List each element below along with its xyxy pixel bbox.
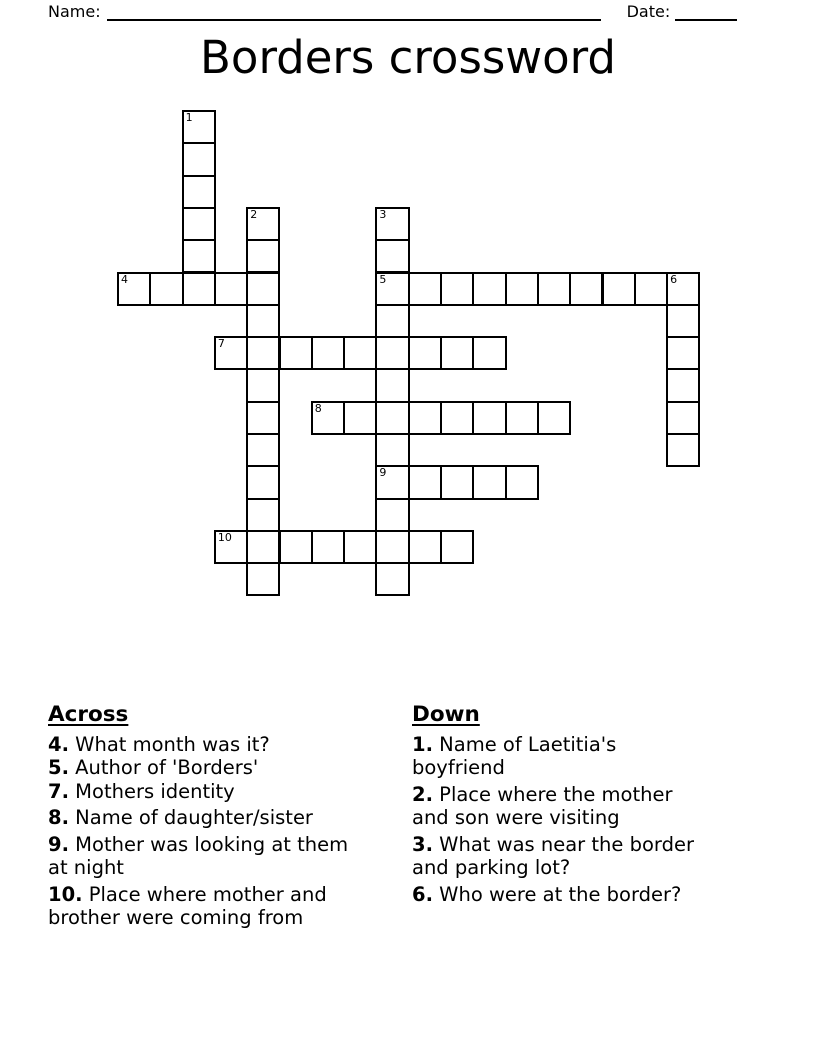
grid-cell <box>214 272 248 306</box>
cell-number: 3 <box>379 207 387 221</box>
grid-cell <box>343 401 377 435</box>
grid-cell <box>472 401 506 435</box>
grid-cell <box>375 465 409 499</box>
grid-cell <box>182 207 216 241</box>
clue-number: 7. <box>48 779 69 803</box>
across-clues-section <box>48 702 412 930</box>
cell-number: 10 <box>217 530 232 544</box>
grid-cell <box>375 368 409 402</box>
grid-cell <box>246 498 280 532</box>
cell-number: 8 <box>314 401 322 415</box>
grid-cell <box>602 272 636 306</box>
grid-cell <box>311 401 345 435</box>
cell-number: 5 <box>379 272 387 286</box>
across-heading: Across <box>48 702 129 727</box>
page-title: Borders crossword <box>200 31 616 84</box>
clue-item: 9. Mother was looking at them at night <box>48 833 349 880</box>
grid-cell <box>408 465 442 499</box>
grid-cell <box>279 530 313 564</box>
clue-item: 3. What was near the border and parking lot? <box>412 833 694 880</box>
clue-number: 4. <box>48 733 69 756</box>
cell-number: 1 <box>185 111 193 124</box>
down-heading: Down <box>412 702 480 727</box>
grid-cell <box>182 239 216 273</box>
clue-number: 2. <box>412 783 433 807</box>
grid-cell <box>408 336 442 370</box>
date-blank-line <box>675 5 737 21</box>
name-label: Name: <box>48 2 101 21</box>
grid-cell <box>117 272 151 306</box>
cell-number: 7 <box>217 337 225 351</box>
cell-number: 4 <box>121 272 128 286</box>
grid-cell <box>182 175 216 209</box>
grid-cell <box>182 110 216 144</box>
cell-number: 9 <box>379 466 387 480</box>
grid-cell <box>666 304 700 338</box>
grid-cell <box>246 207 280 241</box>
grid-cell <box>182 142 216 176</box>
grid-cell <box>375 207 409 241</box>
grid-cell <box>505 272 539 306</box>
grid-cell <box>246 239 280 273</box>
grid-cell <box>214 336 248 370</box>
grid-cell <box>505 401 539 435</box>
grid-cell <box>246 562 280 596</box>
grid-cell <box>440 465 474 499</box>
grid-cell <box>182 272 216 306</box>
grid-cell <box>214 530 248 564</box>
grid-cell <box>472 465 506 499</box>
grid-cell <box>246 272 280 306</box>
grid-cell <box>311 530 345 564</box>
grid-cell <box>246 368 280 402</box>
grid-cell <box>408 272 442 306</box>
clue-number: 5. <box>48 756 69 780</box>
grid-cell <box>343 530 377 564</box>
grid-cell <box>375 562 409 596</box>
grid-cell <box>440 530 474 564</box>
grid-cell <box>375 401 409 435</box>
cell-number: 6 <box>670 272 678 286</box>
grid-cell <box>149 272 183 306</box>
clue-number: 3. <box>412 833 433 857</box>
grid-cell <box>666 272 700 306</box>
grid-cell <box>440 401 474 435</box>
grid-cell <box>246 433 280 467</box>
grid-cell <box>537 272 571 306</box>
clue-item: 4. What month was it? <box>48 733 270 756</box>
clue-item: 6. Who were at the border? <box>412 883 682 907</box>
grid-cell <box>246 304 280 338</box>
clue-number: 6. <box>412 883 433 907</box>
grid-cell <box>505 465 539 499</box>
clue-number: 10. <box>48 883 83 907</box>
grid-cell <box>666 401 700 435</box>
grid-cell <box>408 401 442 435</box>
grid-cell <box>408 530 442 564</box>
grid-cell <box>246 465 280 499</box>
header <box>48 1 737 22</box>
grid-cell <box>666 368 700 402</box>
grid-cell <box>569 272 603 306</box>
grid-cell <box>472 272 506 306</box>
grid-cell <box>279 336 313 370</box>
grid-cell <box>375 304 409 338</box>
clue-item: 10. Place where mother and brother were coming from <box>48 883 327 930</box>
down-clue-list <box>412 733 768 906</box>
clue-number: 8. <box>48 806 69 830</box>
clue-number: 9. <box>48 833 69 857</box>
grid-cell <box>343 336 377 370</box>
down-clues-section <box>412 702 768 906</box>
cell-number: 2 <box>250 207 258 221</box>
grid-cell <box>246 336 280 370</box>
grid-cell <box>375 336 409 370</box>
clue-item: 1. Name of Laetitia's boyfriend <box>412 733 617 780</box>
grid-cell <box>472 336 506 370</box>
grid-cell <box>246 401 280 435</box>
grid-cell <box>375 530 409 564</box>
grid-cell <box>440 336 474 370</box>
grid-cell <box>375 498 409 532</box>
date-label: Date: <box>626 2 671 21</box>
grid-cell <box>375 239 409 273</box>
across-clue-list <box>48 733 412 930</box>
grid-cell <box>246 530 280 564</box>
clue-item: 8. Name of daughter/sister <box>48 806 313 830</box>
grid-cell <box>537 401 571 435</box>
clue-number: 1. <box>412 733 433 756</box>
grid-cell <box>666 336 700 370</box>
grid-cell <box>311 336 345 370</box>
clue-item: 5. Author of 'Borders' <box>48 756 259 780</box>
grid-cell <box>634 272 668 306</box>
grid-cell <box>440 272 474 306</box>
name-blank-line <box>107 5 601 21</box>
clue-item: 7. Mothers identity <box>48 779 235 803</box>
clue-item: 2. Place where the mother and son were visiting <box>412 783 673 830</box>
grid-cell <box>666 433 700 467</box>
grid-cell <box>375 433 409 467</box>
grid-cell <box>375 272 409 306</box>
